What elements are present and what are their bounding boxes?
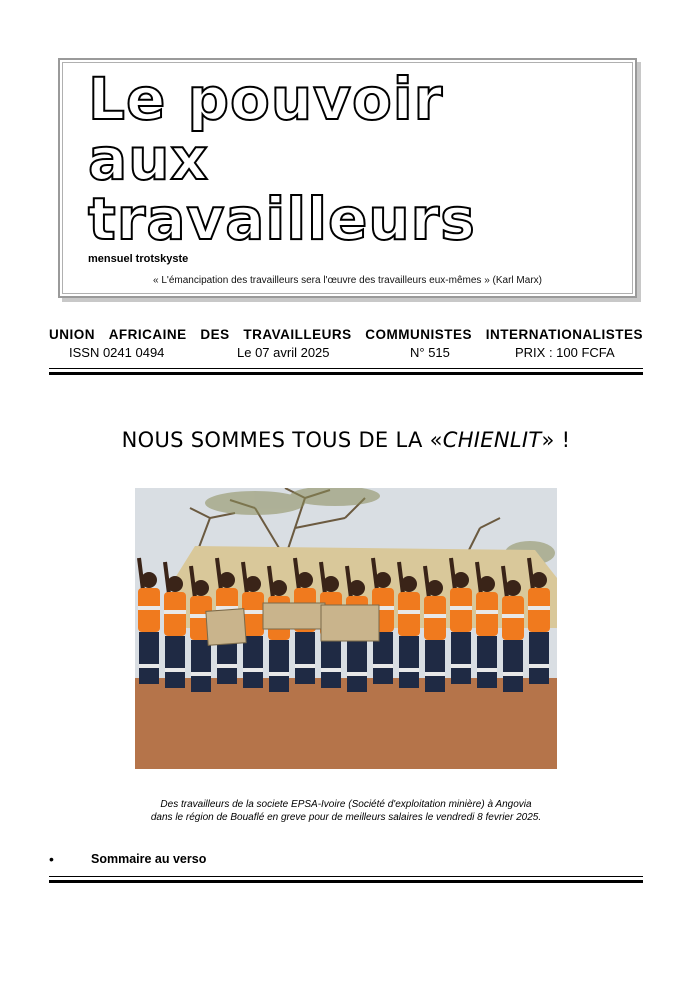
- headline-suffix: » !: [541, 428, 571, 452]
- org-word: COMMUNISTES: [365, 327, 473, 342]
- footer-rule-thick: [49, 880, 643, 883]
- org-word: AFRICAINE: [108, 327, 187, 342]
- header-rule-thin: [49, 368, 643, 369]
- masthead: [58, 58, 637, 298]
- organization-name: [49, 327, 643, 342]
- subtitle: mensuel trotskyste: [88, 253, 189, 265]
- issue-date: Le 07 avril 2025: [237, 345, 330, 360]
- title-line-3: travailleurs: [88, 185, 476, 253]
- strike-photo: [135, 488, 557, 769]
- issn: ISSN 0241 0494: [69, 345, 165, 360]
- title-line-1: Le pouvoir: [88, 65, 444, 133]
- org-word: DES: [200, 327, 230, 342]
- bullet-icon: •: [49, 851, 54, 867]
- headline-emphasis: CHIENLIT: [442, 428, 542, 452]
- issue-price: PRIX : 100 FCFA: [515, 345, 615, 360]
- org-word: TRAVAILLEURS: [243, 327, 352, 342]
- caption-line-1: Des travailleurs de la societe EPSA-Ivoire (Société d'exploitation minière) à Angovia: [160, 799, 532, 810]
- motto: « L'émancipation des travailleurs sera l'œuvre des travailleurs eux-mêmes » (Karl Marx): [153, 275, 542, 286]
- headline: [0, 428, 692, 452]
- summary-label: Sommaire au verso: [91, 852, 207, 866]
- summary-item: [49, 851, 206, 867]
- issue-number: N° 515: [410, 345, 450, 360]
- headline-prefix: NOUS SOMMES TOUS DE LA «: [121, 428, 443, 452]
- org-word: INTERNATIONALISTES: [485, 327, 643, 342]
- photo-caption: [0, 798, 692, 824]
- header-rule-thick: [49, 372, 643, 375]
- strike-photo-illustration: [135, 488, 557, 769]
- title-line-2: aux: [88, 125, 209, 193]
- org-word: UNION: [49, 327, 95, 342]
- caption-line-2: dans le région de Bouaflé en greve pour de meilleurs salaires le vendredi 8 fevrier 2025.: [150, 812, 542, 823]
- footer-rule-thin: [49, 876, 643, 877]
